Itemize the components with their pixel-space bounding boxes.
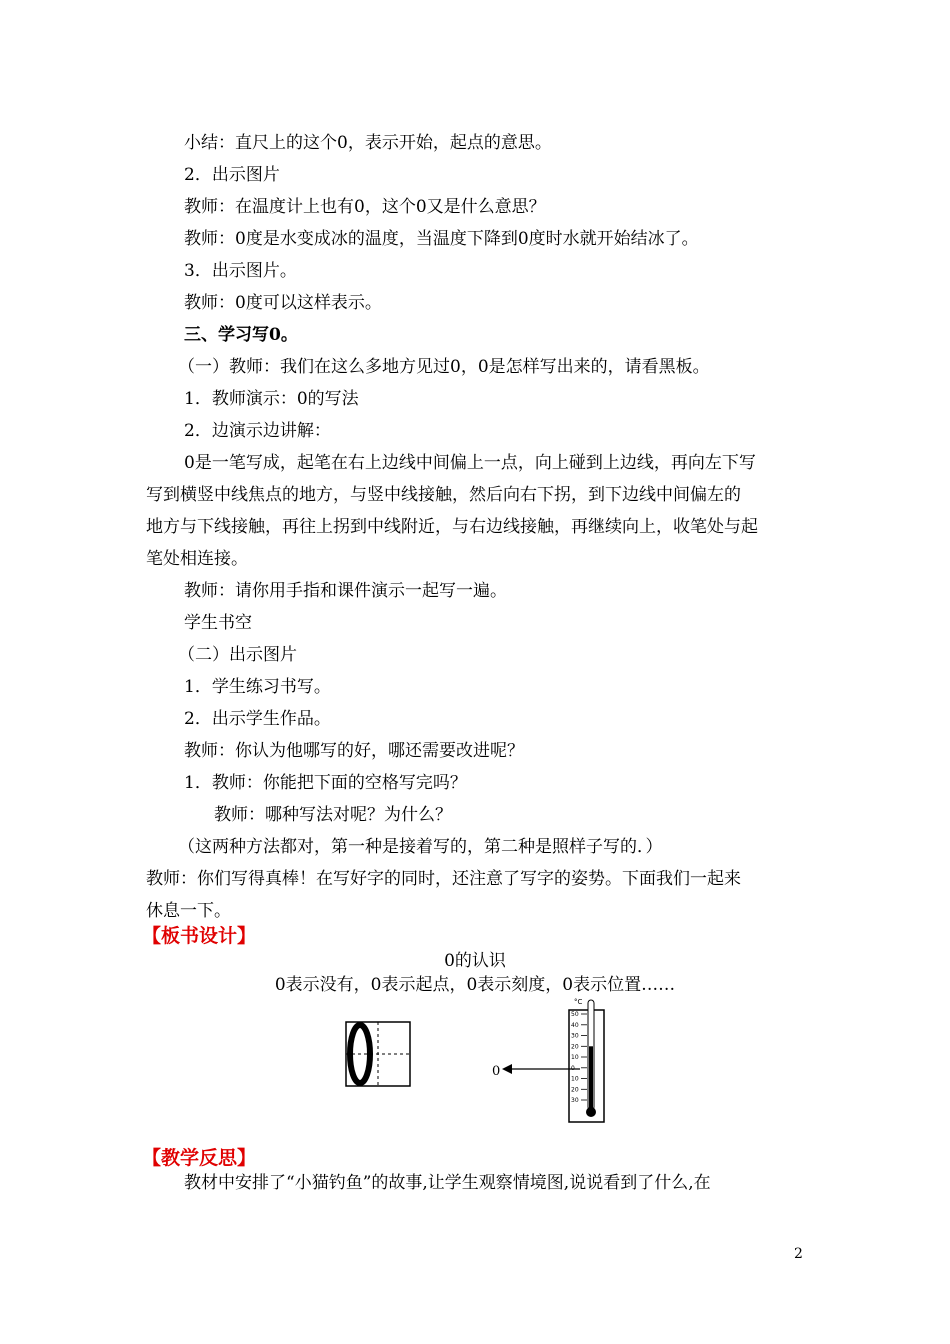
text-line: 休息一下。 <box>146 901 231 921</box>
reflection-heading: 【教学反思】 <box>142 1147 257 1169</box>
thermo-bulb <box>586 1107 596 1117</box>
text-line: 2．出示图片 <box>184 165 280 185</box>
board-subtitle: 0表示没有，0表示起点，0表示刻度，0表示位置…… <box>274 975 676 995</box>
mercury-column <box>589 1046 593 1110</box>
thermo-tick-label: 20 <box>571 1043 579 1051</box>
thermo-tick-label: 20 <box>571 1086 579 1094</box>
text-line: 教师：0度可以这样表示。 <box>184 293 382 313</box>
text-line: 教师：0度是水变成冰的温度，当温度下降到0度时水就开始结冰了。 <box>184 229 699 249</box>
text-line: 3．出示图片。 <box>184 261 297 281</box>
thermo-tick-label: 40 <box>571 1021 579 1029</box>
paragraph-line: 笔处相连接。 <box>146 549 248 569</box>
thermo-tick-label: 10 <box>571 1075 579 1083</box>
text-line: 1．教师演示：0的写法 <box>184 389 359 409</box>
thermo-tick-label: 50 <box>571 1011 579 1018</box>
text-line: 教师：你们写得真棒！在写好字的同时，还注意了写字的姿势。下面我们一起来 <box>146 869 741 889</box>
board-title: 0的认识 <box>444 951 506 971</box>
paragraph-line: 地方与下线接触，再往上拐到中线附近，与右边线接触，再继续向上，收笔处与起 <box>146 517 758 537</box>
arrow-label: 0 <box>492 1064 501 1079</box>
text-line: 1．学生练习书写。 <box>184 677 331 697</box>
text-line: 教师：哪种写法对呢？为什么？ <box>214 805 452 825</box>
text-line: 2．出示学生作品。 <box>184 709 331 729</box>
text-line: 教师：你认为他哪写的好，哪还需要改进呢？ <box>184 741 524 761</box>
thermo-unit: °C <box>574 998 583 1006</box>
text-line: 2．边演示边讲解： <box>184 421 331 441</box>
zero-writing-grid <box>345 1021 411 1087</box>
text-line: （一）教师：我们在这么多地方见过0，0是怎样写出来的，请看黑板。 <box>178 357 710 377</box>
thermo-tick-label: 10 <box>571 1054 579 1061</box>
text-line: 教师：请你用手指和课件演示一起写一遍。 <box>184 581 507 601</box>
paragraph-line: 写到横竖中线焦点的地方，与竖中线接触，然后向右下拐，到下边线中间偏左的 <box>146 485 741 505</box>
thermo-tick-label: 0 <box>571 1064 575 1072</box>
text-line: （这两种方法都对，第一种是接着写的，第二种是照样子写的．） <box>178 837 663 857</box>
thermometer-icon <box>568 996 606 1124</box>
section-heading: 三、学习写0。 <box>184 325 298 345</box>
reflection-text: 教材中安排了“小猫钓鱼”的故事,让学生观察情境图,说说看到了什么,在 <box>184 1173 711 1193</box>
thermo-tick-label: 30 <box>571 1032 579 1040</box>
thermo-tick-label: 30 <box>571 1097 579 1104</box>
paragraph-line: 0是一笔写成，起笔在右上边线中间偏上一点，向上碰到上边线，再向左下写 <box>184 453 756 473</box>
page-number: 2 <box>794 1246 803 1262</box>
text-line: （二）出示图片 <box>178 645 297 665</box>
text-line: 学生书空 <box>184 613 252 633</box>
text-line: 教师：在温度计上也有0，这个0又是什么意思？ <box>184 197 546 217</box>
text-line: 小结：直尺上的这个0，表示开始，起点的意思。 <box>184 133 552 153</box>
text-line: 1．教师：你能把下面的空格写完吗？ <box>184 773 467 793</box>
board-design-heading: 【板书设计】 <box>142 925 257 947</box>
